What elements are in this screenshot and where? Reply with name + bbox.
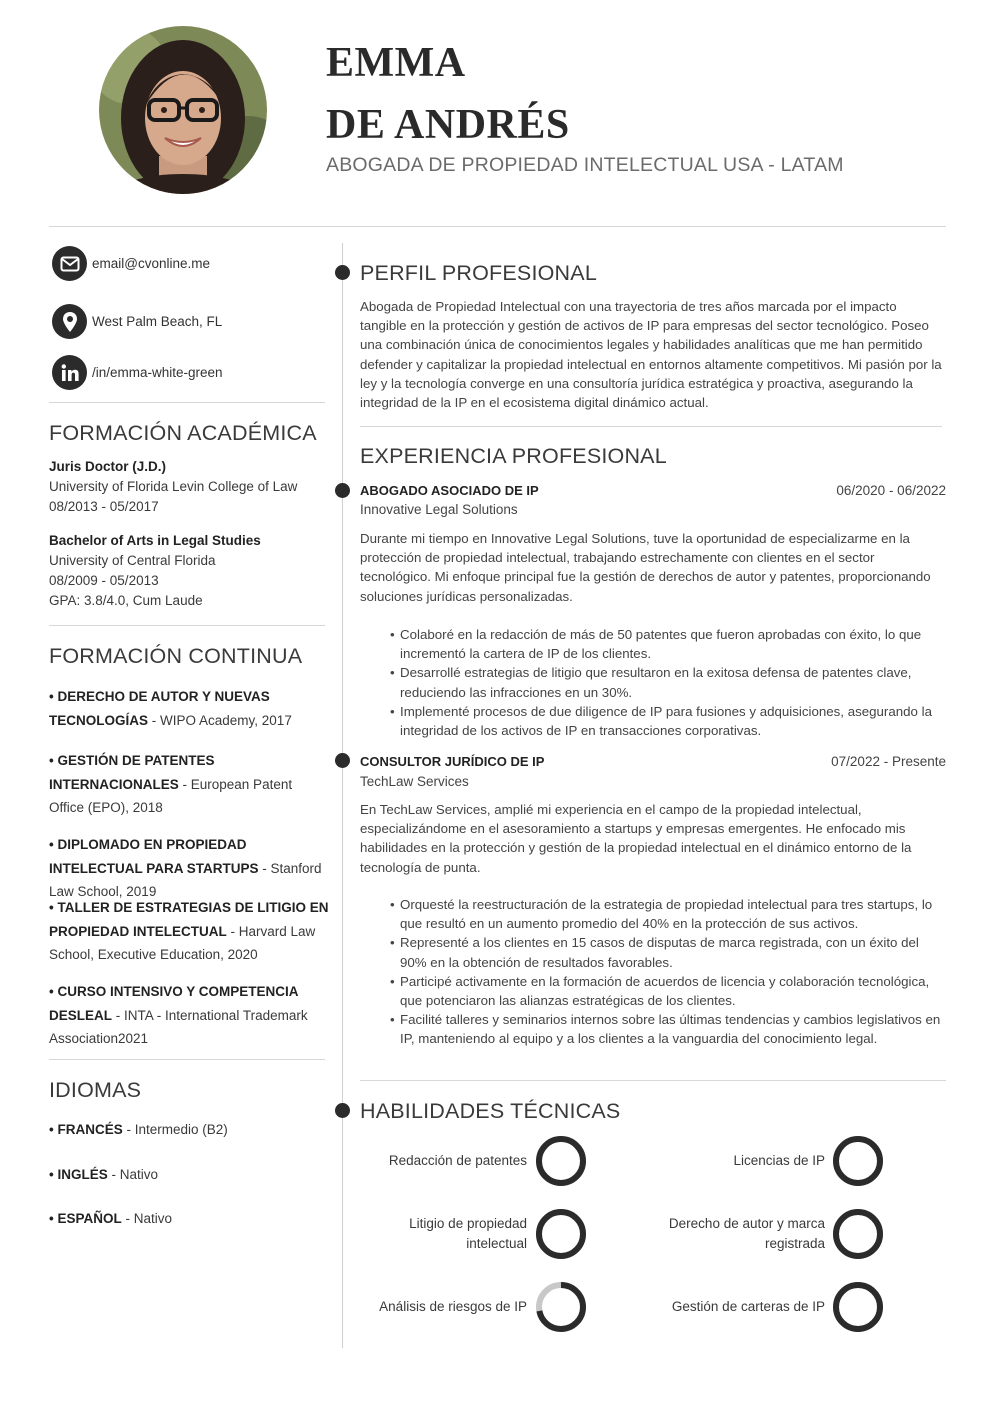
course-detail: - Harvard Law School, Executive Education, 2020	[49, 923, 316, 962]
location-text: West Palm Beach, FL	[92, 314, 223, 329]
skill-level-ring	[831, 1280, 885, 1334]
education-heading: FORMACIÓN ACADÉMICA	[49, 421, 317, 445]
list-item: • Desarrollé estrategias de litigio que resultaron en la exitosa defensa de patentes clave, reduciendo las infracciones en un 30%.	[390, 663, 946, 701]
skill-label: Redacción de patentes	[388, 1153, 527, 1168]
section-divider	[360, 1080, 946, 1081]
contact-email[interactable]	[52, 246, 210, 281]
language-level: - Intermedio (B2)	[122, 1122, 228, 1137]
skill-ring-fill	[836, 1285, 880, 1329]
course-item: • TALLER DE ESTRATEGIAS DE LITIGIO EN PROPIEDAD INTELECTUAL - Harvard Law School, Executive Education, 2020	[49, 900, 329, 962]
envelope-icon	[52, 246, 87, 281]
timeline-dot	[335, 483, 350, 498]
course-detail: - European Patent Office (EPO), 2018	[49, 776, 293, 815]
languages-heading: IDIOMAS	[49, 1078, 142, 1102]
skill-ring-graphic	[831, 1207, 885, 1261]
course-detail: - Stanford Law School, 2019	[49, 860, 322, 899]
course-title: DIPLOMADO EN PROPIEDAD INTELECTUAL PARA STARTUPS	[49, 837, 259, 876]
education-item	[49, 457, 325, 517]
degree: Juris Doctor (J.D.)	[49, 459, 167, 474]
job-summary: En TechLaw Services, amplié mi experiencia en el campo de la propiedad intelectual, especializándome en el asesoramiento a startups y empresas emergentes. He enfocado mis habilidades en la protección y gestión de la propiedad intelectual en el dinámico entorno de la tecnología de punta.	[360, 802, 912, 875]
map-pin-icon	[52, 304, 87, 339]
course-title: GESTIÓN DE PATENTES INTERNACIONALES	[49, 753, 215, 792]
course-detail: - INTA - International Trademark Association2021	[49, 1007, 308, 1046]
language-level: - Nativo	[107, 1167, 159, 1182]
course-item: • DIPLOMADO EN PROPIEDAD INTELECTUAL PARA STARTUPS - Stanford Law School, 2019	[49, 837, 322, 899]
section-divider	[360, 426, 942, 427]
timeline-dot	[335, 1103, 350, 1118]
skill-level-ring	[831, 1134, 885, 1188]
left-divider	[49, 625, 325, 626]
skill-level-ring	[534, 1207, 588, 1261]
timeline-dot	[335, 753, 350, 768]
course-detail: - WIPO Academy, 2017	[148, 712, 292, 728]
list-item: • Implementé procesos de due diligence de IP para fusiones y adquisiciones, asegurando la integridad de los activos de IP en transacciones corporativas.	[390, 702, 946, 740]
skill-level-ring	[534, 1134, 588, 1188]
contact-linkedin[interactable]	[52, 355, 223, 390]
skill-label: Derecho de autor y marca registrada	[668, 1216, 825, 1251]
language-name: ESPAÑOL	[57, 1211, 122, 1226]
degree: Bachelor of Arts in Legal Studies	[49, 533, 261, 548]
contact-location	[52, 304, 222, 339]
continuing-heading: FORMACIÓN CONTINUA	[49, 644, 303, 668]
job-achievements	[390, 625, 946, 740]
language-item: • FRANCÉS - Intermedio (B2)	[49, 1122, 228, 1137]
school: University of Central Florida	[49, 553, 216, 568]
skill-level-ring	[831, 1207, 885, 1261]
job-company: Innovative Legal Solutions	[360, 502, 518, 517]
profile-summary: Abogada de Propiedad Intelectual con una trayectoria de tres años marcada por el impacto tangible en la protección y gestión de activos de IP para empresas del sector tecnológico. Poseo una combinación única de conocimientos legales y habilidades analíticas que me han permitido defender y capitalizar la propiedad intelectual en entornos altamente competitivos. Mi pasión por la ley y la tecnología converge en una consultoría jurídica estratégica y proactiva, asegurando la integridad de la IP en el ecosistema digital dinámico actual.	[360, 299, 942, 411]
first-name: EMMA	[326, 40, 466, 86]
skill-ring-fill	[539, 1139, 583, 1183]
gpa: GPA: 3.8/4.0, Cum Laude	[49, 593, 203, 608]
profile-heading: PERFIL PROFESIONAL	[360, 261, 597, 285]
left-divider	[49, 1059, 325, 1060]
education-item	[49, 531, 325, 611]
profile-photo-illustration	[99, 26, 267, 194]
school: University of Florida Levin College of Law	[49, 479, 298, 494]
experience-heading: EXPERIENCIA PROFESIONAL	[360, 444, 667, 468]
job-company: TechLaw Services	[360, 774, 469, 789]
skill-ring-fill	[539, 1212, 583, 1256]
timeline-dot	[335, 265, 350, 280]
skill-level-ring	[534, 1280, 588, 1334]
candidate-name	[326, 32, 570, 156]
course-item: • DERECHO DE AUTOR Y NUEVAS TECNOLOGÍAS - WIPO Academy, 2017	[49, 689, 292, 728]
dates: 08/2009 - 05/2013	[49, 573, 159, 588]
timeline-line	[342, 243, 343, 1348]
skill-label: Licencias de IP	[733, 1153, 825, 1168]
language-item: • ESPAÑOL - Nativo	[49, 1211, 173, 1226]
job-dates: 07/2022 - Presente	[831, 754, 946, 769]
course-item: • CURSO INTENSIVO Y COMPETENCIA DESLEAL - INTA - International Trademark Association2021	[49, 984, 308, 1046]
job-title: CONSULTOR JURÍDICO DE IP	[360, 754, 545, 769]
job-summary: Durante mi tiempo en Innovative Legal Solutions, tuve la oportunidad de especializarme en la protección de propiedad intelectual, trabajando estrechamente con clientes en el sector tecnológico. Mi enfoque principal fue la gestión de derechos de autor y patentes, proporcionando soluciones jurídicas personalizadas.	[360, 531, 931, 604]
list-item: • Representé a los clientes en 15 casos de disputas de marca registrada, con un éxito del 90% en la obtención de resultados favorables.	[390, 933, 946, 971]
language-name: FRANCÉS	[57, 1122, 123, 1137]
skill-ring-fill	[836, 1212, 880, 1256]
left-divider	[49, 402, 325, 403]
skill-label: Gestión de carteras de IP	[671, 1299, 825, 1314]
skill-ring-graphic	[534, 1280, 588, 1334]
last-name: DE ANDRÉS	[326, 102, 570, 148]
skill-ring-graphic	[831, 1280, 885, 1334]
email-text: email@cvonline.me	[92, 256, 210, 271]
job-dates: 06/2020 - 06/2022	[836, 483, 946, 498]
language-level: - Nativo	[121, 1211, 173, 1226]
skills-heading: HABILIDADES TÉCNICAS	[360, 1099, 621, 1123]
skill-ring-graphic	[534, 1134, 588, 1188]
skill-label: Litigio de propiedad intelectual	[409, 1216, 527, 1251]
list-item: • Colaboré en la redacción de más de 50 patentes que fueron aprobadas con éxito, lo que incrementó la cartera de IP de los clientes.	[390, 625, 946, 663]
linkedin-icon	[52, 355, 87, 390]
list-item: • Participé activamente en la formación de acuerdos de licencia y colaboración tecnológica, que potenciaron las alianzas estratégicas de los clientes.	[390, 972, 946, 1010]
course-item: • GESTIÓN DE PATENTES INTERNACIONALES - European Patent Office (EPO), 2018	[49, 753, 293, 815]
dates: 08/2013 - 05/2017	[49, 499, 159, 514]
job-achievements	[390, 895, 946, 1049]
skill-ring-graphic	[534, 1207, 588, 1261]
job-title: ABOGADO ASOCIADO DE IP	[360, 483, 539, 498]
header-divider	[49, 226, 946, 227]
linkedin-text: /in/emma-white-green	[92, 365, 223, 380]
skill-ring-graphic	[831, 1134, 885, 1188]
language-name: INGLÉS	[57, 1167, 108, 1182]
skill-label: Análisis de riesgos de IP	[379, 1299, 527, 1314]
course-title: DERECHO DE AUTOR Y NUEVAS TECNOLOGÍAS	[49, 689, 270, 728]
job-role-title: ABOGADA DE PROPIEDAD INTELECTUAL USA - LATAM	[326, 154, 844, 176]
profile-photo	[99, 26, 267, 194]
list-item: • Orquesté la reestructuración de la estrategia de propiedad intelectual para tres startups, lo que resultó en un aumento promedio del 40% en la protección de sus activos.	[390, 895, 946, 933]
course-title: CURSO INTENSIVO Y COMPETENCIA DESLEAL	[49, 984, 299, 1023]
course-title: TALLER DE ESTRATEGIAS DE LITIGIO EN PROPIEDAD INTELECTUAL	[49, 900, 329, 939]
skill-ring-fill	[836, 1139, 880, 1183]
language-item: • INGLÉS - Nativo	[49, 1167, 159, 1182]
list-item: • Facilité talleres y seminarios internos sobre las últimas tendencias y cambios legislativos en IP, manteniendo al equipo y a los clientes a la vanguardia del conocimiento legal.	[390, 1010, 946, 1048]
